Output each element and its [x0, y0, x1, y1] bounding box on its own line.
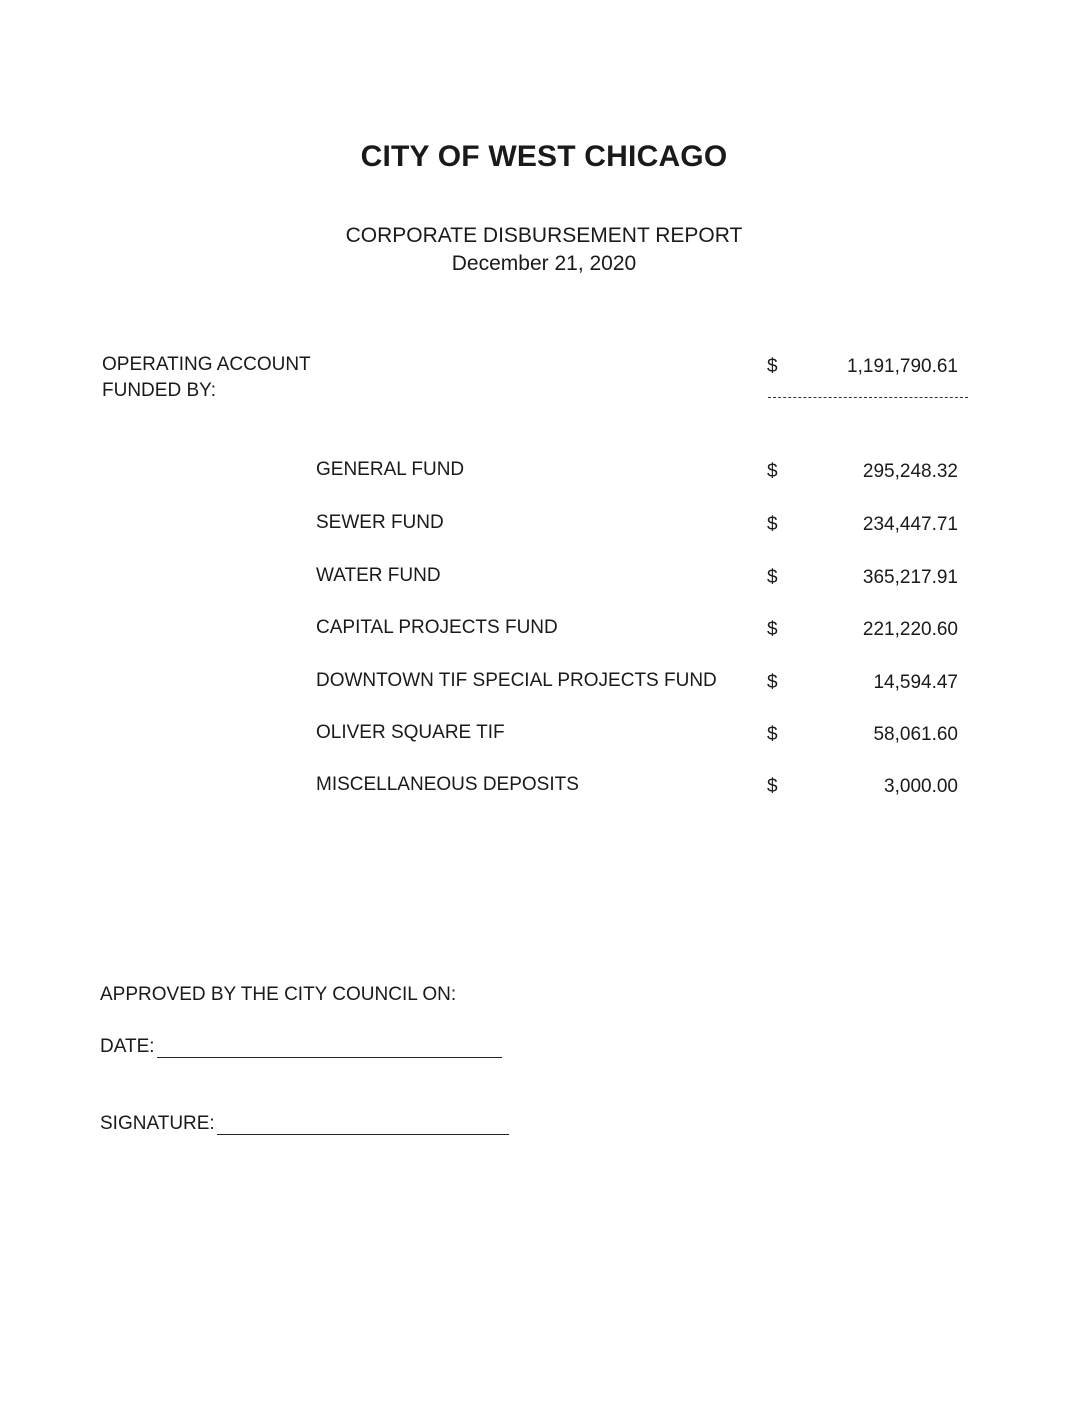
signature-blank-line	[217, 1114, 509, 1135]
operating-account-line1: OPERATING ACCOUNT	[102, 354, 311, 375]
fund-amount: 58,061.60	[873, 724, 958, 745]
fund-currency: $	[767, 514, 778, 535]
fund-row	[0, 670, 1088, 700]
fund-currency: $	[767, 619, 778, 640]
dashed-divider	[768, 397, 968, 398]
fund-name: SEWER FUND	[316, 512, 444, 533]
fund-amount: 221,220.60	[862, 619, 958, 640]
fund-name: MISCELLANEOUS DEPOSITS	[316, 774, 579, 795]
date-label: DATE:	[100, 1036, 155, 1057]
fund-name: CAPITAL PROJECTS FUND	[316, 617, 558, 638]
fund-currency: $	[767, 776, 778, 797]
signature-field	[100, 1113, 509, 1135]
fund-amount: 3,000.00	[884, 776, 958, 797]
signature-label: SIGNATURE:	[100, 1113, 215, 1134]
operating-account-label	[102, 352, 311, 404]
fund-name: GENERAL FUND	[316, 459, 465, 480]
fund-row	[0, 774, 1088, 804]
funded-by-label: FUNDED BY:	[102, 380, 217, 401]
fund-row	[0, 617, 1088, 647]
fund-amount: 14,594.47	[873, 672, 958, 693]
fund-row	[0, 722, 1088, 752]
fund-amount: 365,217.91	[862, 567, 958, 588]
approval-statement: APPROVED BY THE CITY COUNCIL ON:	[100, 984, 457, 1005]
fund-row	[0, 459, 1088, 489]
report-heading	[0, 222, 1088, 278]
operating-amount: 1,191,790.61	[847, 356, 958, 377]
fund-row	[0, 565, 1088, 595]
report-date: December 21, 2020	[451, 252, 637, 275]
fund-amount: 295,248.32	[862, 461, 958, 482]
fund-amount: 234,447.71	[862, 514, 958, 535]
fund-currency: $	[767, 672, 778, 693]
date-blank-line	[157, 1037, 502, 1058]
operating-currency: $	[767, 356, 778, 377]
fund-name: OLIVER SQUARE TIF	[316, 722, 505, 743]
fund-currency: $	[767, 461, 778, 482]
fund-row	[0, 512, 1088, 542]
page-title: CITY OF WEST CHICAGO	[360, 140, 728, 173]
fund-name: DOWNTOWN TIF SPECIAL PROJECTS FUND	[316, 670, 717, 691]
report-name: CORPORATE DISBURSEMENT REPORT	[345, 224, 743, 247]
fund-currency: $	[767, 567, 778, 588]
fund-currency: $	[767, 724, 778, 745]
date-field	[100, 1036, 502, 1058]
fund-name: WATER FUND	[316, 565, 441, 586]
